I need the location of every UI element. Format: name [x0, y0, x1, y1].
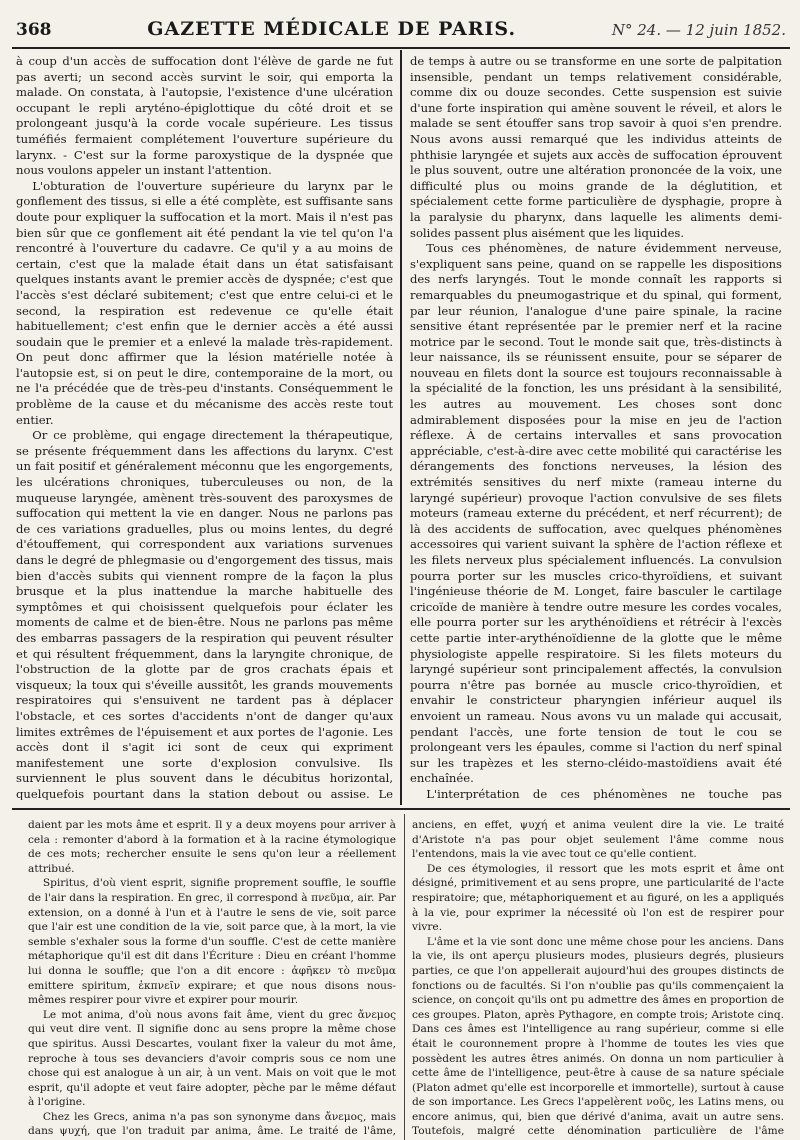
page-number: 368	[16, 20, 52, 40]
paragraph: Tous ces phénomènes, de nature évidemment nerveuse, s'expliquent sans peine, quand on se rappelle les dispositions des nerfs laryngés. Tout le monde connaît les rapports si remarquables du pneumogastrique et du spinal, qui forment, par leur réunion, l'analogue d'une paire spinale, la racine sensitive étant représentée par le premier nerf et la racine motrice par le second. Tout le monde sait que, très-distincts à leur naissance, ils se réunissent ensuite, pour se séparer de nouveau en filets dont la source est toujours reconnaissable à la spécialité de la fonction, les uns présidant à la sensibilité, les autres au mouvement. Les choses sont donc admirablement disposées pour la mise en jeu de l'action réflexe. À de certains intervalles et sans provocation appréciable, c'est-à-dire avec cette mobilité qui caractérise les dérangements des fonctions nerveuses, la lésion des extrémités sensitives du nerf mixte (rameau interne du laryngé supérieur) provoque l'action convulsive de ses filets moteurs (rameau externe du précédent, et nerf récurrent); de là des accidents de suffocation, avec quelques phénomènes accessoires qui varient suivant la sphère de l'action réflexe et les filets nerveux plus spécialement influencés. La convulsion pourra porter sur les muscles crico-thyroïdiens, et suivant l'ingénieuse théorie de M. Longet, faire basculer le cartilage cricoïde de manière à tendre outre mesure les cordes vocales, elle pourra porter sur les arythénoïdiens et rétrécir à l'excès cette partie inter-arythénoïdienne de la glotte que le même physiologiste appelle respiratoire. Si les filets moteurs du laryngé supérieur sont principalement affectés, la convulsion pourra n'être pas bornée au muscle crico-thyroïdien, et envahir le constricteur pharyngien inférieur auquel ils envoient un rameau. Nous avons vu un malade qui accusait, pendant l'accès, une forte tension de tout le cou se prolongeant vers les épaules, comme si l'action du nerf spinal sur les trapèzes et les sterno-cléido-mastoïdiens avait été enchaînée.	[410, 241, 782, 786]
column-divider	[400, 50, 402, 805]
paragraph: Or ce problème, qui engage directement la thérapeutique, se présente fréquemment dans les affections du larynx. C'est un fait positif et généralement méconnu que les engorgements, les ulcérations chroniques, tuberculeuses ou non, de la muqueuse laryngée, amènent très-souvent des paroxysmes de suffocation qui mettent la vie en danger. Nous ne parlons pas de ces variations graduelles, plus ou moins lentes, du degré d'étouffement, qui correspondent aux variations survenues dans le degré de phlegmasie ou d'engorgement des tissus, mais bien d'accès subits qui viennent rompre de la façon la plus brusque et la plus inattendue la marche habituelle des symptômes et qui choisissent quelquefois pour éclater les moments de calme et de bien-être. Nous ne parlons pas même des embarras passagers de la respiration qui peuvent résulter et qui résultent fréquemment, dans la laryngite chronique, de l'obstruction de la glotte par de gros crachats épais et visqueux; la toux qui s'éveille aussitôt, les grands mouvements respiratoires qui s'ensuivent ne tardent pas à déplacer l'obstacle, et ces sortes d'accidents n'ont de danger qu'aux limites extrêmes de l'épuisement et aux portes de l'agonie. Les accès dont il s'agit ici sont de ceux qui expriment manifestement une sorte d'explosion convulsive. Ils surviennent le plus souvent dans le décubitus horizontal, quelquefois pourtant dans la station debout ou assise. Le	[16, 428, 393, 800]
footnote-paragraph: Le mot anima, d'où nous avons fait âme, vient du grec ἄνεμος qui veut dire vent. Il signifie donc au sens propre la même chose que spiritus. Aussi Descartes, voulant fixer la valeur du mot âme, reproche à tous ses devanciers d'avoir compris sous ce nom une chose qui est analogue à un air, à un vent. Mais on voit que le mot esprit, qu'il adopte et veut faire adopter, pèche par le même défaut à l'origine.	[28, 1008, 396, 1109]
footnote-paragraph: Spiritus, d'où vient esprit, signifie proprement souffle, le souffle de l'air dans la respiration. En grec, il correspond à πνεῦμα, air. Par extension, on a donné à l'un et à l'autre le sens de vie, soit parce que l'air est une condition de la vie, soit parce que, à la mort, la vie semble s'exhaler sous la forme d'un souffle. C'est de cette manière métaphorique qu'il est dit dans l'Écriture : Dieu en créant l'homme lui donna le souffle; que l'on a dit encore : ἀφῆκεν τὸ πνεῦμα emittere spiritum, ἐκπνεῖν expirare; et que nous disons nous-mêmes respirer pour vivre et expirer pour mourir.	[28, 877, 396, 1007]
footnote-divider	[404, 814, 405, 1140]
footnote-paragraph: L'âme et la vie sont donc une même chose pour les anciens. Dans la vie, ils ont aperçu plusieurs modes, plusieurs degrés, plusieurs parties, ce que l'on appellerait aujourd'hui des groupes distincts de fonctions ou de facultés. Si l'on n'oublie pas qu'ils commençaient la science, on conçoit qu'ils ont pu admettre des âmes en proportion de ces groupes. Platon, après Pythagore, en compte trois; Aristote cinq. Dans ces âmes est l'intelligence au rang supérieur, comme si elle était le couronnement propre à l'homme de toutes les vies que possèdent les autres êtres animés. On donna un nom particulier à cette âme de l'intelligence, peut-être à cause de sa nature spéciale (Platon admet qu'elle est incorporelle et immortelle), surtout à cause de son importance. Les Grecs l'appelèrent νοῦς, les Latins mens, ou encore animus, qui, bien que dérivé d'anima, avait un autre sens. Toutefois, malgré cette dénomination particulière de l'âme	[412, 935, 784, 1138]
issue-info: N° 24. — 12 juin 1852.	[611, 21, 786, 39]
paragraph: L'interprétation de ces phénomènes ne touche pas	[426, 786, 782, 800]
footnote-right-column	[412, 818, 784, 1140]
page-header	[16, 18, 786, 44]
paragraph: de temps à autre ou se transforme en une sorte de palpitation insensible, pendant un temps relativement considérable, comme dix ou douze secondes. Cette suspension est suivie d'une forte inspiration qui amène souvent le réveil, et alors le malade se sent étouffer sans trop savoir à quoi s'en prendre. Nous avons aussi remarqué que les individus atteints de phthisie laryngée et sujets aux accès de suffocation éprouvent le plus souvent, outre une altération prononcée de la voix, une difficulté plus ou moins grande de la déglutition, et spécialement cette forme particulière de dysphagie, propre à la paralysie du pharynx, dans laquelle les aliments demi-solides passent plus aisément que les liquides.	[410, 54, 782, 240]
left-column	[16, 54, 393, 800]
footnote-rule	[12, 808, 790, 810]
journal-title: GAZETTE MÉDICALE DE PARIS.	[147, 18, 517, 40]
paragraph: à coup d'un accès de suffocation dont l'élève de garde ne fut pas averti; un second accès survint le soir, qui emporta la malade. On constata, à l'autopsie, l'existence d'une ulcération occupant le repli aryténo-épiglottique du côté droit et se prolongeant jusqu'à la corde vocale supérieure. Les tissus tuméfiés fermaient complétement l'ouverture supérieure du larynx. - C'est sur la forme paroxystique de la dyspnée que nous voulons appeler un instant l'attention.	[16, 54, 393, 178]
paragraph: L'obturation de l'ouverture supérieure du larynx par le gonflement des tissus, si elle a été complète, est suffisante sans doute pour expliquer la suffocation et la mort. Mais il n'est pas bien sûr que ce gonflement ait été pendant la vie tel qu'on l'a rencontré à l'ouverture du cadavre. Ce qu'il y a au moins de certain, c'est que la malade était dans un état satisfaisant quelques instants avant le premier accès de dyspnée; c'est que l'accès s'est déclaré subitement; c'est que entre celui-ci et le second, la respiration est redevenue ce qu'elle était habituellement; c'est enfin que le dernier accès a été aussi soudain que le premier et a enlevé la malade très-rapidement. On peut donc affirmer que la lésion matérielle notée à l'autopsie est, si on peut le dire, contemporaine de la mort, ou ne l'a précédée que de très-peu d'instants. Conséquemment le problème de la cause et du mécanisme des accès reste tout entier.	[16, 178, 393, 427]
header-rule	[12, 47, 790, 49]
footnote-paragraph: daient par les mots âme et esprit. Il y a deux moyens pour arriver à cela : remonter d'abord à la formation et à la racine étymologique de ces mots; rechercher ensuite le sens qu'on leur a réellement attribué.	[28, 819, 396, 875]
footnote-paragraph: anciens, en effet, ψυχή et anima veulent dire la vie. Le traité d'Aristote n'a pas pour objet seulement l'âme comme nous l'entendons, mais la vie avec tout ce qu'elle contient.	[412, 819, 784, 861]
footnote-paragraph: De ces étymologies, il ressort que les mots esprit et âme ont désigné, primitivement et au sens propre, une particularité de l'acte respiratoire; que, métaphoriquement et au figuré, on les a appliqués à la vie, pour exprimer la nécessité où l'on est de respirer pour vivre.	[412, 862, 784, 934]
footnote-paragraph: Chez les Grecs, anima n'a pas son synonyme dans ἄνεμος, mais dans ψυχή, que l'on traduit par anima, âme. Le traité de l'âme,	[28, 1110, 396, 1138]
right-column	[410, 54, 782, 800]
footnote-left-column	[28, 818, 396, 1140]
